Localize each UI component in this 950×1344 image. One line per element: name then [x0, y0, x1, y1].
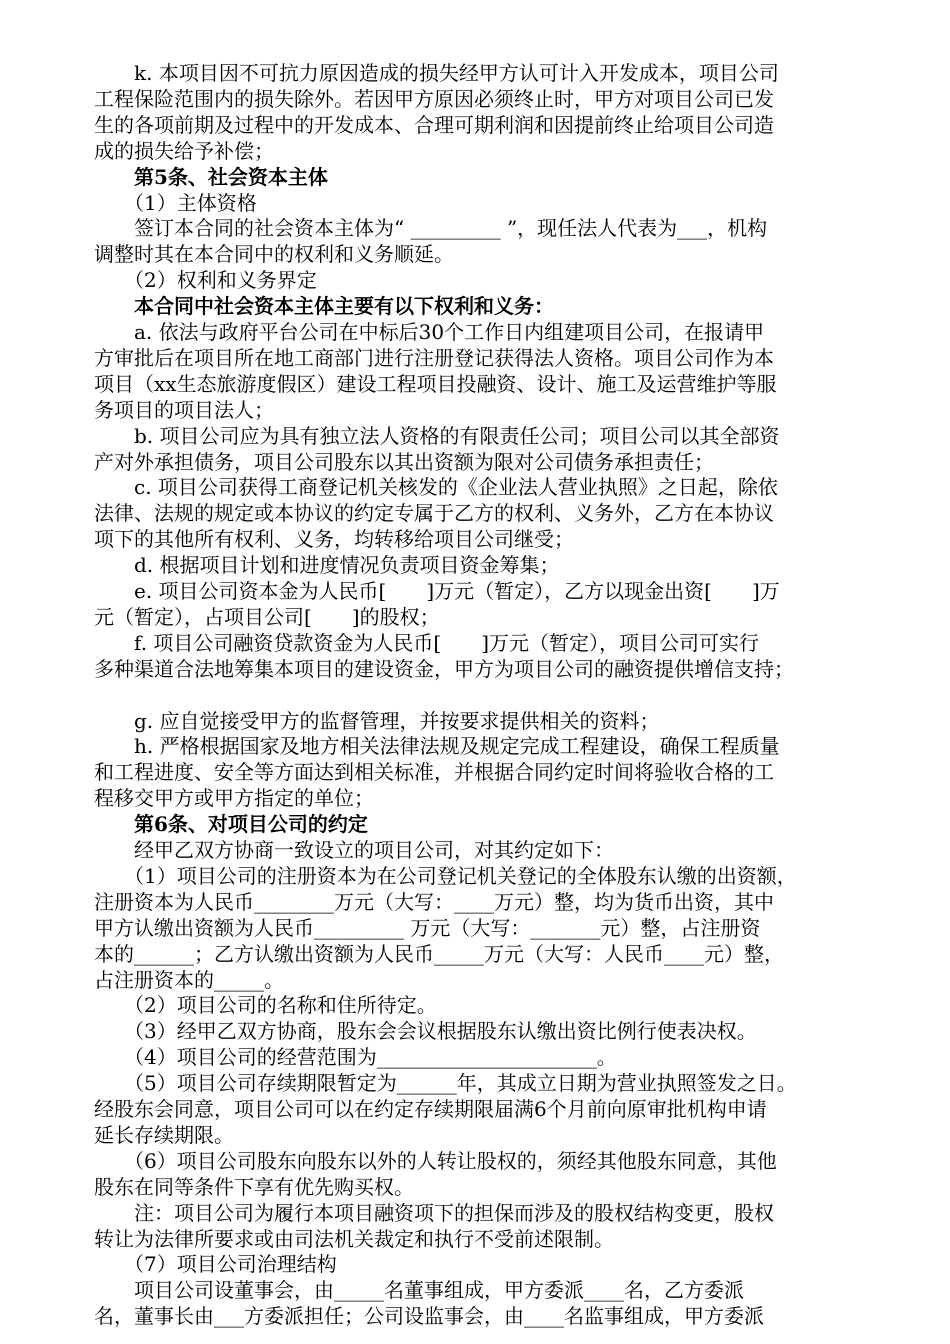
text-line: 占注册资本的_____。: [94, 967, 284, 992]
text-line: （4）项目公司的经营范围为______________________。: [94, 1045, 617, 1070]
text-line: h. 严格根据国家及地方相关法律法规及规定完成工程建设，确保工程质量: [94, 734, 780, 759]
text-line: 转让为法律所要求或由司法机关裁定和执行不受前述限制。: [94, 1226, 614, 1251]
text-line: （3）经甲乙双方协商，股东会会议根据股东认缴出资比例行使表决权。: [94, 1019, 757, 1044]
section-heading: 第6条、对项目公司的约定: [94, 812, 368, 837]
text-line: 本的______；乙方认缴出资额为人民币_____万元（大写：人民币____元）整，: [94, 941, 784, 966]
section-heading: 本合同中社会资本主体主要有以下权利和义务：: [94, 294, 554, 319]
text-line: 生的各项前期及过程中的开发成本、合理可期利润和因提前终止给项目公司造: [94, 112, 774, 137]
text-line: 法律、法规的规定或本协议的约定专属于乙方的权利、义务外，乙方在本协议: [94, 501, 774, 526]
text-line: （5）项目公司存续期限暂定为______年，其成立日期为营业执照签发之日。: [94, 1071, 797, 1096]
text-line: 多种渠道合法地筹集本项目的建设资金，甲方为项目公司的融资提供增信支持；: [94, 656, 794, 681]
text-line: k. 本项目因不可抗力原因造成的损失经甲方认可计入开发成本，项目公司: [94, 61, 779, 85]
text-line: （1）主体资格: [94, 190, 257, 215]
text-line: 方审批后在项目所在地工商部门进行注册登记获得法人资格。项目公司作为本: [94, 345, 774, 370]
text-line: [94, 682, 884, 708]
text-line: 务项目的项目法人；: [94, 397, 274, 422]
text-line: 股东在同等条件下享有优先购买权。: [94, 1174, 414, 1199]
text-line: 产对外承担债务，项目公司股东以其出资额为限对公司债务承担责任；: [94, 449, 714, 474]
text-line: 注册资本为人民币________万元（大写：____万元）整，均为货币出资，其中: [94, 889, 774, 914]
text-line: （1）项目公司的注册资本为在公司登记机关登记的全体股东认缴的出资额，: [94, 863, 797, 888]
text-line: 工程保险范围内的损失除外。若因甲方原因必须终止时，甲方对项目公司已发: [94, 86, 774, 111]
text-line: 成的损失给予补偿；: [94, 138, 274, 163]
text-line: （2）项目公司的名称和住所待定。: [94, 993, 437, 1018]
text-line: 注：项目公司为履行本项目融资项下的担保而涉及的股权结构变更，股权: [94, 1200, 774, 1225]
text-line: d. 根据项目计划和进度情况负责项目资金筹集；: [94, 553, 560, 578]
text-line: g. 应自觉接受甲方的监督管理，并按要求提供相关的资料；: [94, 708, 660, 733]
text-line: b. 项目公司应为具有独立法人资格的有限责任公司；项目公司以其全部资: [94, 423, 780, 448]
text-line: 和工程进度、安全等方面达到相关标准，并根据合同约定时间将验收合格的工: [94, 760, 774, 785]
text-line: c. 项目公司获得工商登记机关核发的《企业法人营业执照》之日起，除依: [94, 475, 778, 500]
text-line: 延长存续期限。: [94, 1122, 234, 1147]
text-line: 项下的其他所有权利、义务，均转移给项目公司继受；: [94, 527, 574, 552]
text-line: 经甲乙双方协商一致设立的项目公司，对其约定如下：: [94, 838, 614, 862]
text-line: （7）项目公司治理结构: [94, 1252, 337, 1277]
text-line: 调整时其在本合同中的权利和义务顺延。: [94, 242, 454, 267]
text-line: （2）权利和义务界定: [94, 268, 317, 293]
text-line: 程移交甲方或甲方指定的单位；: [94, 786, 374, 811]
text-line: 项目公司设董事会，由_____名董事组成，甲方委派____名，乙方委派: [94, 1278, 744, 1303]
text-line: 名，董事长由___方委派担任；公司设监事会，由____名监事组成，甲方委派: [94, 1304, 764, 1329]
text-line: 甲方认缴出资额为人民币_________ 万元（大写：_______元）整，占注册资: [94, 915, 761, 940]
text-line: 元（暂定），占项目公司[ ]的股权；: [94, 604, 440, 629]
text-line: （6）项目公司股东向股东以外的人转让股权的，须经其他股东同意，其他: [94, 1148, 777, 1173]
text-line: a. 依法与政府平台公司在中标后30个工作日内组建项目公司，在报请甲: [94, 320, 765, 344]
text-line: 经股东会同意，项目公司可以在约定存续期限届满6个月前向原审批机构申请: [94, 1097, 767, 1121]
text-line: 签订本合同的社会资本主体为“ _________ ”，现任法人代表为___，机构: [94, 216, 768, 241]
text-line: e. 项目公司资本金为人民币[ ]万元（暂定），乙方以现金出资[ ]万: [94, 579, 780, 603]
text-line: 项目（xx生态旅游度假区）建设工程项目投融资、设计、施工及运营维护等服: [94, 371, 777, 396]
section-heading: 第5条、社会资本主体: [94, 164, 328, 189]
text-line: f. 项目公司融资贷款资金为人民币[ ]万元（暂定），项目公司可实行: [94, 630, 760, 655]
